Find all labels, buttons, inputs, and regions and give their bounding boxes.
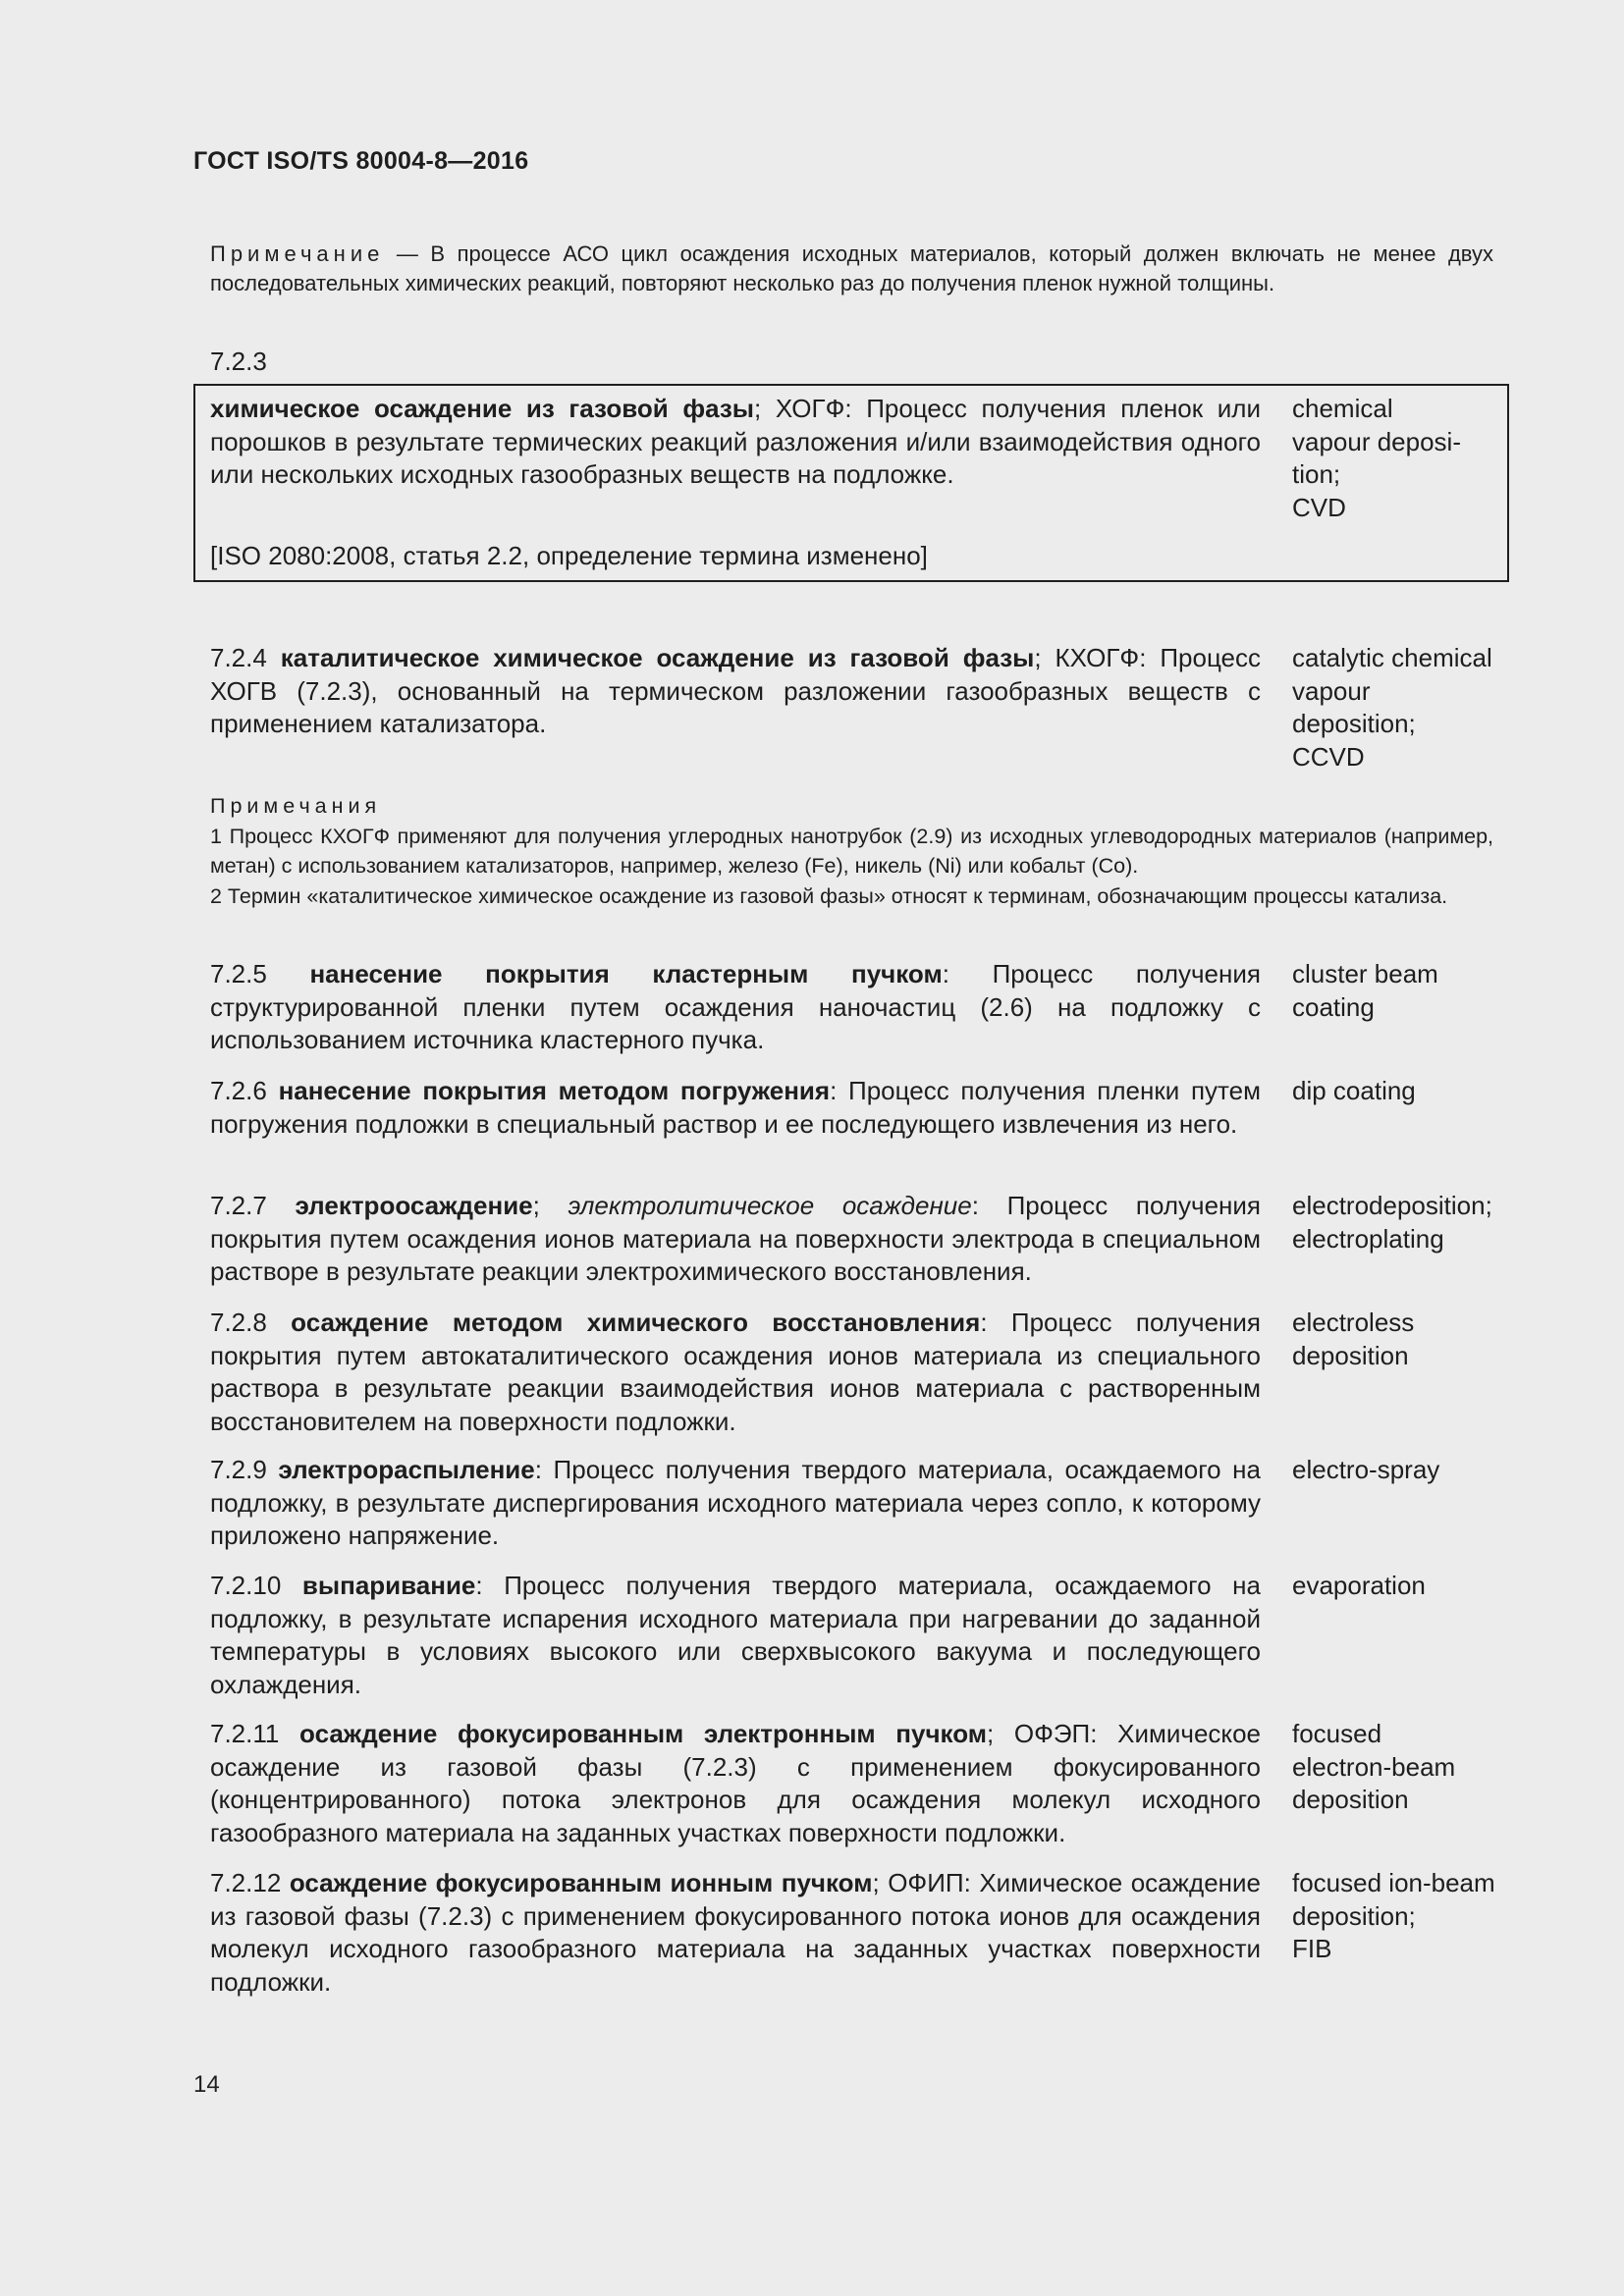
term-7-2-8-english [1292, 1307, 1518, 1372]
en-line: catalytic chemical [1292, 643, 1492, 672]
en-line: deposition; [1292, 709, 1416, 738]
en-line: electro-spray [1292, 1455, 1440, 1484]
en-line: electron-beam [1292, 1751, 1456, 1782]
en-line: dip coating [1292, 1076, 1416, 1105]
en-line: deposition [1292, 1340, 1409, 1370]
term-7-2-3-source: [ISO 2080:2008, статья 2.2, определение термина изменено] [210, 541, 928, 570]
term-7-2-10-term: выпаривание [301, 1571, 476, 1600]
term-7-2-8-text: : Процесс получения покрытия путем автокаталитического осаждения ионов материала из специального раствора в результате реакции взаимодействия ионов материала с растворенным восстановителем на поверхности подложки. [210, 1308, 1261, 1436]
term-7-2-9-term: электрораспыление [278, 1455, 535, 1484]
en-line: tion; [1292, 459, 1341, 489]
term-7-2-3-term: химическое осаждение из газовой фазы [210, 394, 754, 423]
note-2: 2 Термин «каталитическое химическое осаждение из газовой фазы» относят к терминам, обозначающим процессы катализа. [210, 883, 1448, 908]
term-7-2-6-english [1292, 1075, 1518, 1108]
en-line: chemical [1292, 394, 1393, 423]
note-1: 1 Процесс КХОГФ применяют для получения углеродных нанотрубок (2.9) из исходных углеводородных материалов (например, метан) с использованием катализаторов, например, железо (Fe), никель (Ni) или кобальт (Co). [210, 824, 1493, 878]
term-7-2-11-term: осаждение фокусированным электронным пучком [299, 1719, 987, 1748]
term-7-2-4-term: каталитическое химическое осаждение из газовой фазы [280, 643, 1035, 672]
term-7-2-6-term: нанесение покрытия методом погружения [278, 1076, 831, 1105]
note-label: Примечание [210, 241, 385, 266]
term-separator: ; [532, 1191, 568, 1220]
term-number: 7.2.8 [210, 1308, 292, 1337]
en-line: CCVD [1292, 741, 1365, 772]
notes-label: Примечания [210, 794, 382, 818]
term-number: 7.2.11 [210, 1719, 300, 1748]
term-7-2-10-definition [210, 1570, 1261, 1701]
term-7-2-12-definition [210, 1867, 1261, 1999]
term-7-2-8-term: осаждение методом химического восстановления [291, 1308, 981, 1337]
term-7-2-9-text: : Процесс получения твердого материала, осаждаемого на подложку, в результате диспергирования исходного материала через сопло, к которому приложено напряжение. [210, 1455, 1261, 1550]
term-7-2-3-english [1292, 393, 1518, 524]
term-7-2-9-english [1292, 1454, 1518, 1487]
en-line: deposition; [1292, 1900, 1416, 1931]
term-7-2-7-term: электроосаждение [295, 1191, 533, 1220]
term-number: 7.2.7 [210, 1191, 296, 1220]
en-line: vapour [1292, 675, 1371, 706]
en-line: FIB [1292, 1934, 1332, 1963]
en-line: focused ion-beam [1292, 1868, 1495, 1897]
en-line: evaporation [1292, 1571, 1426, 1600]
en-line: electroless [1292, 1308, 1415, 1337]
document-header: ГОСТ ISO/TS 80004-8—2016 [193, 147, 529, 175]
term-number: 7.2.9 [210, 1455, 279, 1484]
term-7-2-8-definition [210, 1307, 1261, 1438]
term-7-2-12-english [1292, 1867, 1518, 1966]
term-7-2-11-text: ; ОФЭП: Химическое осаждение из газовой фазы (7.2.3) с применением фокусированного (концентрированного) потока электронов для осаждения молекул исходного газообразного материала на заданных участках поверхности подложки. [210, 1719, 1261, 1847]
term-7-2-5-english [1292, 958, 1518, 1024]
en-line: cluster beam [1292, 959, 1438, 988]
term-7-2-7-text: : Процесс получения покрытия путем осаждения ионов материала на поверхности электрода в специальном растворе в результате реакции электрохимического восстановления. [210, 1191, 1261, 1286]
en-line: focused [1292, 1719, 1382, 1748]
term-number: 7.2.6 [210, 1076, 279, 1105]
page-number: 14 [193, 2071, 220, 2098]
term-7-2-5-text: : Процесс получения структурированной пленки путем осаждения наночастиц (2.6) на подложку с использованием источника кластерного пучка. [210, 959, 1261, 1054]
term-7-2-5-term: нанесение покрытия кластерным пучком [309, 959, 943, 988]
term-7-2-7-alt-term: электролитическое осаждение [568, 1191, 972, 1220]
term-number: 7.2.5 [210, 959, 310, 988]
en-line: electroplating [1292, 1223, 1444, 1254]
term-7-2-10-text: : Процесс получения твердого материала, осаждаемого на подложку, в результате испарения исходного материала при нагревании до заданной температуры в условиях высокого или сверхвысокого вакуума и последующего охлаждения. [210, 1571, 1261, 1699]
en-line: deposition [1292, 1785, 1409, 1814]
term-7-2-10-english [1292, 1570, 1518, 1603]
note-text: — В процессе АСО цикл осаждения исходных материалов, который должен включать не менее двух последовательных химических реакций, повторяют несколько раз до получения пленок нужной толщины. [210, 241, 1493, 295]
term-7-2-7-english [1292, 1190, 1518, 1255]
term-7-2-9-definition [210, 1454, 1261, 1553]
term-7-2-11-english [1292, 1718, 1518, 1817]
term-7-2-7-definition [210, 1190, 1261, 1289]
term-7-2-12-text: ; ОФИП: Химическое осаждение из газовой фазы (7.2.3) с применением фокусированного потока ионов для осаждения молекул исходного газообразного материала на заданных участках поверхности подложки. [210, 1868, 1261, 1997]
term-7-2-3-definition [210, 393, 1261, 492]
en-line: electrodeposition; [1292, 1191, 1492, 1220]
notes-7-2-4 [210, 791, 1493, 911]
term-number: 7.2.12 [210, 1868, 290, 1897]
term-7-2-12-term: осаждение фокусированным ионным пучком [289, 1868, 873, 1897]
en-line: coating [1292, 991, 1375, 1022]
en-line: vapour deposi- [1292, 426, 1461, 456]
term-7-2-4-text: ; КХОГФ: Процесс ХОГВ (7.2.3), основанный на термическом разложении газообразных веществ с применением катализатора. [210, 643, 1262, 738]
term-7-2-3-text: ; ХОГФ: Процесс получения пленок или порошков в результате термических реакций разложения и/или взаимодействия одного или нескольких исходных газообразных веществ на подложке. [210, 394, 1261, 489]
term-7-2-6-text: : Процесс получения пленки путем погружения подложки в специальный раствор и ее последующего извлечения из него. [210, 1076, 1261, 1139]
term-7-2-3-number: 7.2.3 [210, 347, 267, 376]
en-line: CVD [1292, 492, 1346, 522]
term-7-2-4-english [1292, 642, 1518, 774]
term-number: 7.2.10 [210, 1571, 302, 1600]
term-7-2-6-definition [210, 1075, 1261, 1141]
term-7-2-11-definition [210, 1718, 1261, 1849]
term-7-2-4-definition [210, 642, 1261, 741]
term-7-2-5-definition [210, 958, 1261, 1057]
top-note [210, 240, 1493, 298]
term-number: 7.2.4 [210, 643, 281, 672]
